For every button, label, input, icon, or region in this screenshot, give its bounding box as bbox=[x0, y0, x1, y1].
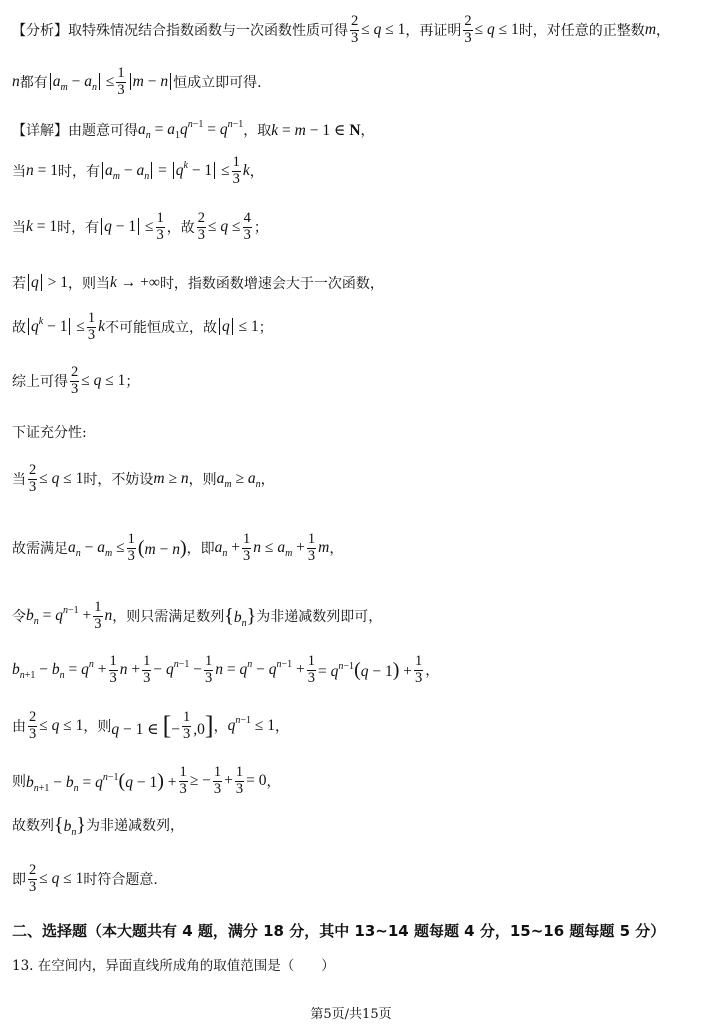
detail-line-7: 下证充分性: bbox=[12, 425, 87, 441]
detail-line-11: $b_{n+1} - b_n = q^n$ + $\frac{1}{3}$ n + $\frac{1}{3}$ − $q^{n-1}$ − $\frac{1}{3}$ $n = q^n - q^{n-1}$ + $\frac{1}{3}$ = $q^{n-1}(q - 1)$ + $\frac{1}{3}$ ， bbox=[12, 653, 440, 686]
fraction: $\frac{1}{3}$ bbox=[232, 154, 240, 187]
page-number: 第5页/共15页 bbox=[310, 1007, 392, 1022]
detail-line-6: 综上可得 $\frac{2}{3}$ ≤ q ≤ 1 ； bbox=[12, 364, 140, 397]
fraction: $\frac{2}{3}$ bbox=[29, 862, 37, 895]
fraction: $\frac{1}{3}$ bbox=[213, 764, 222, 797]
fraction: $\frac{1}{3}$ bbox=[117, 65, 125, 98]
fraction: $\frac{1}{3}$ bbox=[156, 210, 164, 243]
detail-line-10: 令 $b_n = q^{n-1}$ + $\frac{1}{3}$ n ，则只需满足数列 $\{b_n\}$ 为非递减数列即可， bbox=[12, 599, 383, 632]
detail-line-8: 当 $\frac{2}{3}$ ≤ q ≤ 1 时，不妨设 m ≥ n ，则 $a_m \ge a_n$ ， bbox=[12, 462, 275, 495]
fraction: $\frac{2}{3}$ bbox=[197, 210, 206, 243]
analysis-line-1: 【分析】取特殊情况结合指数函数与一次函数性质可得 $\frac{2}{3}$ ≤ q ≤ 1 ，再证明 $\frac{2}{3}$ ≤ q ≤ 1 时，对任意的正整数 m ， bbox=[12, 13, 671, 46]
analysis-line-2: n 都有 $a_m - a_n$ ≤ $\frac{1}{3}$ m − n 恒成立即可得. bbox=[12, 65, 262, 98]
detail-line-1: 【详解】由题意可得 $a_n = a_1q^{n-1} = q^{n-1}$ ，取 k = m − 1 ∈ N ， bbox=[12, 119, 375, 141]
detail-line-13: 则 $b_{n+1} - b_n = q^{n-1}(q - 1)$ + $\frac{1}{3}$ ≥ − $\frac{1}{3}$ + $\frac{1}{3}$ = 0 ， bbox=[12, 764, 281, 797]
fraction: $\frac{1}{3}$ bbox=[143, 653, 151, 686]
section-heading: 二、选择题（本大题共有 4 题，满分 18 分，其中 13~14 题每题 4 分，15~16 题每题 5 分） bbox=[12, 921, 666, 940]
fraction: $\frac{1}{3}$ bbox=[183, 709, 191, 742]
detail-line-5: 故 $q^k - 1$ ≤ $\frac{1}{3}$ k 不可能恒成立，故 q ≤ 1 ； bbox=[12, 310, 273, 343]
fraction: $\frac{4}{3}$ bbox=[243, 210, 251, 243]
fraction: $\frac{2}{3}$ bbox=[29, 462, 37, 495]
detail-line-14: 故数列 $\{b_n\}$ 为非递减数列， bbox=[12, 813, 184, 838]
fraction: $\frac{2}{3}$ bbox=[71, 364, 79, 397]
question-13: 13. 在空间内，异面直线所成角的取值范围是（ ） bbox=[12, 958, 335, 974]
detail-line-4: 若 q > 1 ，则当 k → +∞ 时，指数函数增速会大于一次函数， bbox=[12, 274, 384, 292]
fraction: $\frac{1}{3}$ bbox=[307, 653, 316, 686]
fraction: $\frac{1}{3}$ bbox=[307, 531, 316, 564]
detail-line-12: 由 $\frac{2}{3}$ ≤ q ≤ 1 ，则 q − 1 ∈ [− $\frac{1}{3}$ ,0] ， $q^{n-1} \le 1$ ， bbox=[12, 709, 289, 742]
fraction: $\frac{1}{3}$ bbox=[94, 599, 102, 632]
fraction: $\frac{1}{3}$ bbox=[87, 310, 96, 343]
detail-line-15: 即 $\frac{2}{3}$ ≤ q ≤ 1 时符合题意. bbox=[12, 862, 158, 895]
detail-line-9: 故需满足 $a_n - a_m$ ≤ $\frac{1}{3}$ (m − n) ，即 $a_n$ + $\frac{1}{3}$ $n \le a_m$ + $\frac{1}{3}$ m ， bbox=[12, 531, 344, 564]
fraction: $\frac{1}{3}$ bbox=[243, 531, 251, 564]
fraction: $\frac{2}{3}$ bbox=[351, 13, 359, 46]
fraction: $\frac{1}{3}$ bbox=[235, 764, 244, 797]
fraction: $\frac{1}{3}$ bbox=[109, 653, 117, 686]
fraction: $\frac{1}{3}$ bbox=[179, 764, 187, 797]
fraction: $\frac{2}{3}$ bbox=[29, 709, 37, 742]
fraction: $\frac{1}{3}$ bbox=[127, 531, 135, 564]
fraction: $\frac{1}{3}$ bbox=[415, 653, 423, 686]
fraction: $\frac{2}{3}$ bbox=[464, 13, 472, 46]
detail-line-2: 当 n = 1 时，有 $a_m - a_n = q^k - 1$ ≤ $\frac{1}{3}$ k ， bbox=[12, 154, 264, 187]
fraction: $\frac{1}{3}$ bbox=[205, 653, 213, 686]
detail-line-3: 当 k = 1 时，有 q − 1 ≤ $\frac{1}{3}$ ，故 $\frac{2}{3}$ ≤ q ≤ $\frac{4}{3}$ ； bbox=[12, 210, 268, 243]
